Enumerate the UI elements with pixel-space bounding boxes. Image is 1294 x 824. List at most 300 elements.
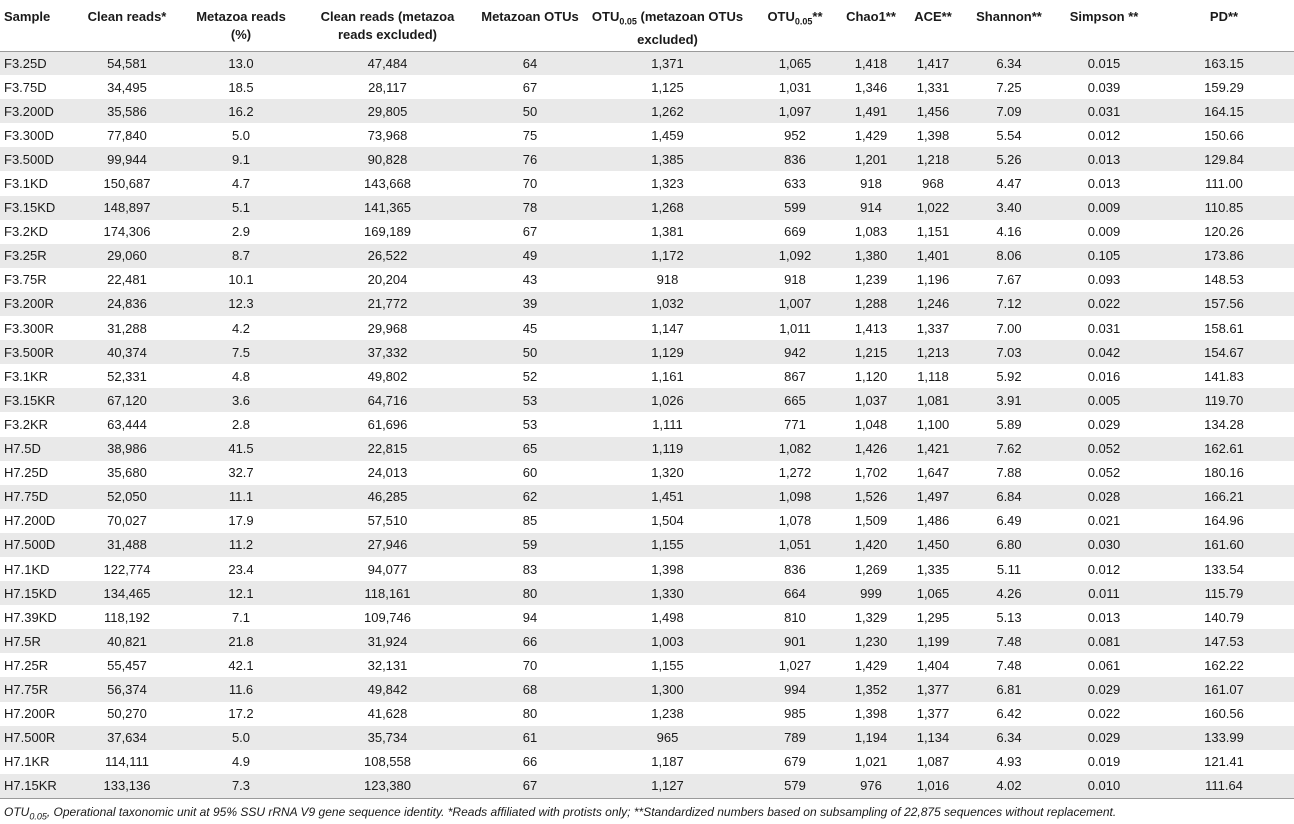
table-cell: 0.042 bbox=[1054, 340, 1154, 364]
table-cell: 61 bbox=[475, 726, 585, 750]
table-cell: 22,481 bbox=[72, 268, 182, 292]
table-cell: 901 bbox=[750, 629, 840, 653]
table-cell: 83 bbox=[475, 557, 585, 581]
table-cell: 0.093 bbox=[1054, 268, 1154, 292]
table-cell: 111.00 bbox=[1154, 171, 1294, 195]
table-cell: 5.1 bbox=[182, 196, 300, 220]
table-cell: 7.09 bbox=[964, 99, 1054, 123]
table-cell: 1,398 bbox=[585, 557, 750, 581]
table-cell: 1,215 bbox=[840, 340, 902, 364]
table-cell: 11.2 bbox=[182, 533, 300, 557]
table-cell: 4.02 bbox=[964, 774, 1054, 798]
table-cell: 1,346 bbox=[840, 75, 902, 99]
table-cell: 918 bbox=[840, 171, 902, 195]
table-cell: 942 bbox=[750, 340, 840, 364]
table-cell: 5.89 bbox=[964, 412, 1054, 436]
sample-cell: F3.15KD bbox=[0, 196, 72, 220]
table-row bbox=[0, 533, 1294, 557]
table-cell: 1,022 bbox=[902, 196, 964, 220]
table-row bbox=[0, 774, 1294, 798]
table-cell: 166.21 bbox=[1154, 485, 1294, 509]
table-cell: 31,288 bbox=[72, 316, 182, 340]
table-cell: 123,380 bbox=[300, 774, 475, 798]
table-cell: 163.15 bbox=[1154, 51, 1294, 75]
column-header-label: Clean reads* bbox=[87, 9, 167, 24]
table-cell: 122,774 bbox=[72, 557, 182, 581]
table-cell: 7.48 bbox=[964, 653, 1054, 677]
footnote-term: OTU bbox=[4, 804, 30, 819]
table-cell: 1,031 bbox=[750, 75, 840, 99]
table-cell: 1,398 bbox=[902, 123, 964, 147]
table-cell: 0.009 bbox=[1054, 196, 1154, 220]
column-header bbox=[840, 0, 902, 51]
table-row bbox=[0, 605, 1294, 629]
table-cell: 133,136 bbox=[72, 774, 182, 798]
table-cell: 6.42 bbox=[964, 702, 1054, 726]
table-cell: 29,968 bbox=[300, 316, 475, 340]
table-cell: 64,716 bbox=[300, 388, 475, 412]
table-cell: 1,385 bbox=[585, 147, 750, 171]
table-cell: 669 bbox=[750, 220, 840, 244]
table-cell: 0.015 bbox=[1054, 51, 1154, 75]
table-cell: 6.49 bbox=[964, 509, 1054, 533]
table-cell: 67 bbox=[475, 220, 585, 244]
table-cell: 7.48 bbox=[964, 629, 1054, 653]
table-cell: 0.052 bbox=[1054, 437, 1154, 461]
table-cell: 1,239 bbox=[840, 268, 902, 292]
sample-cell: F3.25R bbox=[0, 244, 72, 268]
table-cell: 52 bbox=[475, 364, 585, 388]
table-cell: 53 bbox=[475, 388, 585, 412]
table-cell: 108,558 bbox=[300, 750, 475, 774]
table-cell: 0.029 bbox=[1054, 412, 1154, 436]
table-cell: 1,377 bbox=[902, 677, 964, 701]
table-cell: 26,522 bbox=[300, 244, 475, 268]
table-cell: 49,802 bbox=[300, 364, 475, 388]
table-cell: 37,332 bbox=[300, 340, 475, 364]
table-cell: 1,065 bbox=[750, 51, 840, 75]
table-cell: 35,586 bbox=[72, 99, 182, 123]
table-cell: 180.16 bbox=[1154, 461, 1294, 485]
sample-cell: H7.500R bbox=[0, 726, 72, 750]
table-cell: 1,129 bbox=[585, 340, 750, 364]
table-cell: 1,083 bbox=[840, 220, 902, 244]
table-cell: 1,196 bbox=[902, 268, 964, 292]
column-header bbox=[585, 0, 750, 51]
table-cell: 0.030 bbox=[1054, 533, 1154, 557]
table-cell: 80 bbox=[475, 581, 585, 605]
table-cell: 4.93 bbox=[964, 750, 1054, 774]
table-cell: 29,805 bbox=[300, 99, 475, 123]
sample-cell: H7.5D bbox=[0, 437, 72, 461]
table-cell: 0.061 bbox=[1054, 653, 1154, 677]
table-cell: 1,078 bbox=[750, 509, 840, 533]
table-cell: 2.9 bbox=[182, 220, 300, 244]
table-cell: 7.03 bbox=[964, 340, 1054, 364]
table-cell: 66 bbox=[475, 750, 585, 774]
table-cell: 12.3 bbox=[182, 292, 300, 316]
table-cell: 1,003 bbox=[585, 629, 750, 653]
column-header-label: ACE** bbox=[914, 9, 952, 24]
table-cell: 12.1 bbox=[182, 581, 300, 605]
sample-cell: H7.39KD bbox=[0, 605, 72, 629]
table-cell: 4.26 bbox=[964, 581, 1054, 605]
table-cell: 1,404 bbox=[902, 653, 964, 677]
table-cell: 43 bbox=[475, 268, 585, 292]
table-cell: 50 bbox=[475, 340, 585, 364]
table-cell: 1,161 bbox=[585, 364, 750, 388]
table-cell: 0.028 bbox=[1054, 485, 1154, 509]
table-cell: 0.031 bbox=[1054, 99, 1154, 123]
table-cell: 65 bbox=[475, 437, 585, 461]
column-header bbox=[300, 0, 475, 51]
table-cell: 994 bbox=[750, 677, 840, 701]
table-cell: 0.039 bbox=[1054, 75, 1154, 99]
table-row bbox=[0, 171, 1294, 195]
table-cell: 157.56 bbox=[1154, 292, 1294, 316]
table-cell: 13.0 bbox=[182, 51, 300, 75]
table-cell: 1,087 bbox=[902, 750, 964, 774]
table-cell: 120.26 bbox=[1154, 220, 1294, 244]
table-cell: 141,365 bbox=[300, 196, 475, 220]
sample-cell: F3.25D bbox=[0, 51, 72, 75]
table-cell: 32.7 bbox=[182, 461, 300, 485]
table-cell: 1,118 bbox=[902, 364, 964, 388]
table-cell: 11.1 bbox=[182, 485, 300, 509]
table-cell: 54,581 bbox=[72, 51, 182, 75]
table-cell: 173.86 bbox=[1154, 244, 1294, 268]
table-cell: 47,484 bbox=[300, 51, 475, 75]
table-cell: 999 bbox=[840, 581, 902, 605]
table-cell: 118,161 bbox=[300, 581, 475, 605]
table-cell: 1,702 bbox=[840, 461, 902, 485]
table-cell: 0.016 bbox=[1054, 364, 1154, 388]
table-cell: 150.66 bbox=[1154, 123, 1294, 147]
table-cell: 35,680 bbox=[72, 461, 182, 485]
table-cell: 41,628 bbox=[300, 702, 475, 726]
table-cell: 39 bbox=[475, 292, 585, 316]
table-cell: 53 bbox=[475, 412, 585, 436]
sample-cell: H7.200D bbox=[0, 509, 72, 533]
table-cell: 0.013 bbox=[1054, 605, 1154, 629]
table-cell: 68 bbox=[475, 677, 585, 701]
table-cell: 1,509 bbox=[840, 509, 902, 533]
table-cell: 140.79 bbox=[1154, 605, 1294, 629]
footnote-term-sub: 0.05 bbox=[29, 811, 47, 822]
table-cell: 2.8 bbox=[182, 412, 300, 436]
table-cell: 1,337 bbox=[902, 316, 964, 340]
table-cell: 7.12 bbox=[964, 292, 1054, 316]
sample-cell: F3.1KR bbox=[0, 364, 72, 388]
table-cell: 133.99 bbox=[1154, 726, 1294, 750]
table-cell: 21,772 bbox=[300, 292, 475, 316]
sample-cell: F3.2KD bbox=[0, 220, 72, 244]
table-cell: 37,634 bbox=[72, 726, 182, 750]
table-cell: 73,968 bbox=[300, 123, 475, 147]
table-cell: 1,134 bbox=[902, 726, 964, 750]
column-header bbox=[72, 0, 182, 51]
table-cell: 1,352 bbox=[840, 677, 902, 701]
table-cell: 0.022 bbox=[1054, 702, 1154, 726]
table-cell: 110.85 bbox=[1154, 196, 1294, 220]
table-cell: 0.031 bbox=[1054, 316, 1154, 340]
table-row bbox=[0, 437, 1294, 461]
table-cell: 7.3 bbox=[182, 774, 300, 798]
table-cell: 1,371 bbox=[585, 51, 750, 75]
table-cell: 0.012 bbox=[1054, 123, 1154, 147]
table-cell: 952 bbox=[750, 123, 840, 147]
table-cell: 3.91 bbox=[964, 388, 1054, 412]
table-row bbox=[0, 653, 1294, 677]
table-cell: 5.54 bbox=[964, 123, 1054, 147]
table-cell: 1,418 bbox=[840, 51, 902, 75]
table-cell: 4.7 bbox=[182, 171, 300, 195]
table-cell: 55,457 bbox=[72, 653, 182, 677]
table-cell: 1,120 bbox=[840, 364, 902, 388]
column-header-suffix: (metazoan OTUs excluded) bbox=[636, 9, 744, 47]
sample-cell: H7.75R bbox=[0, 677, 72, 701]
table-cell: 836 bbox=[750, 557, 840, 581]
table-cell: 985 bbox=[750, 702, 840, 726]
table-cell: 147.53 bbox=[1154, 629, 1294, 653]
table-cell: 1,320 bbox=[585, 461, 750, 485]
table-cell: 968 bbox=[902, 171, 964, 195]
table-cell: 169,189 bbox=[300, 220, 475, 244]
table-row bbox=[0, 196, 1294, 220]
table-row bbox=[0, 557, 1294, 581]
table-cell: 29,060 bbox=[72, 244, 182, 268]
column-header-label: Simpson ** bbox=[1069, 9, 1139, 24]
table-cell: 1,401 bbox=[902, 244, 964, 268]
table-cell: 664 bbox=[750, 581, 840, 605]
sample-cell: H7.25R bbox=[0, 653, 72, 677]
sample-cell: F3.200R bbox=[0, 292, 72, 316]
table-cell: 679 bbox=[750, 750, 840, 774]
table-cell: 1,429 bbox=[840, 123, 902, 147]
table-cell: 119.70 bbox=[1154, 388, 1294, 412]
table-cell: 80 bbox=[475, 702, 585, 726]
table-cell: 6.84 bbox=[964, 485, 1054, 509]
table-cell: 1,377 bbox=[902, 702, 964, 726]
sample-cell: H7.15KR bbox=[0, 774, 72, 798]
table-row bbox=[0, 147, 1294, 171]
column-header-label: Metazoa reads (%) bbox=[196, 9, 286, 42]
table-cell: 0.052 bbox=[1054, 461, 1154, 485]
table-cell: 31,488 bbox=[72, 533, 182, 557]
table-header bbox=[0, 0, 1294, 51]
table-cell: 174,306 bbox=[72, 220, 182, 244]
table-cell: 1,451 bbox=[585, 485, 750, 509]
table-cell: 41.5 bbox=[182, 437, 300, 461]
table-cell: 5.11 bbox=[964, 557, 1054, 581]
table-cell: 7.67 bbox=[964, 268, 1054, 292]
table-cell: 1,111 bbox=[585, 412, 750, 436]
table-cell: 31,924 bbox=[300, 629, 475, 653]
table-cell: 599 bbox=[750, 196, 840, 220]
table-cell: 7.88 bbox=[964, 461, 1054, 485]
table-cell: 154.67 bbox=[1154, 340, 1294, 364]
table-cell: 1,288 bbox=[840, 292, 902, 316]
table-row bbox=[0, 581, 1294, 605]
table-cell: 70 bbox=[475, 171, 585, 195]
table-cell: 46,285 bbox=[300, 485, 475, 509]
table-cell: 10.1 bbox=[182, 268, 300, 292]
sample-cell: H7.5R bbox=[0, 629, 72, 653]
table-cell: 1,147 bbox=[585, 316, 750, 340]
table-cell: 1,194 bbox=[840, 726, 902, 750]
table-cell: 5.0 bbox=[182, 123, 300, 147]
table-cell: 70,027 bbox=[72, 509, 182, 533]
table-cell: 1,213 bbox=[902, 340, 964, 364]
column-header-label: OTU bbox=[767, 9, 795, 24]
table-cell: 1,187 bbox=[585, 750, 750, 774]
table-cell: 1,238 bbox=[585, 702, 750, 726]
table-body bbox=[0, 51, 1294, 798]
table-cell: 115.79 bbox=[1154, 581, 1294, 605]
table-cell: 1,526 bbox=[840, 485, 902, 509]
column-header-label: Chao1** bbox=[846, 9, 896, 24]
sample-cell: H7.15KD bbox=[0, 581, 72, 605]
table-cell: 50,270 bbox=[72, 702, 182, 726]
table-cell: 148,897 bbox=[72, 196, 182, 220]
table-cell: 1,504 bbox=[585, 509, 750, 533]
table-cell: 1,272 bbox=[750, 461, 840, 485]
table-cell: 22,815 bbox=[300, 437, 475, 461]
table-cell: 17.9 bbox=[182, 509, 300, 533]
table-cell: 24,013 bbox=[300, 461, 475, 485]
table-cell: 7.00 bbox=[964, 316, 1054, 340]
table-row bbox=[0, 123, 1294, 147]
table-cell: 1,331 bbox=[902, 75, 964, 99]
sample-cell: F3.75D bbox=[0, 75, 72, 99]
table-row bbox=[0, 316, 1294, 340]
column-header-label: OTU bbox=[591, 9, 620, 24]
table-cell: 1,032 bbox=[585, 292, 750, 316]
table-cell: 1,330 bbox=[585, 581, 750, 605]
table-cell: 1,016 bbox=[902, 774, 964, 798]
table-cell: 1,155 bbox=[585, 653, 750, 677]
table-row bbox=[0, 461, 1294, 485]
table-cell: 4.47 bbox=[964, 171, 1054, 195]
sample-cell: F3.1KD bbox=[0, 171, 72, 195]
table-cell: 162.22 bbox=[1154, 653, 1294, 677]
table-cell: 867 bbox=[750, 364, 840, 388]
table-cell: 35,734 bbox=[300, 726, 475, 750]
table-cell: 1,098 bbox=[750, 485, 840, 509]
table-row bbox=[0, 485, 1294, 509]
column-header-subscript: 0.05 bbox=[619, 16, 637, 27]
table-cell: 141.83 bbox=[1154, 364, 1294, 388]
table-cell: 1,051 bbox=[750, 533, 840, 557]
column-header bbox=[1054, 0, 1154, 51]
table-cell: 7.25 bbox=[964, 75, 1054, 99]
table-cell: 1,429 bbox=[840, 653, 902, 677]
table-row bbox=[0, 726, 1294, 750]
table-cell: 161.60 bbox=[1154, 533, 1294, 557]
table-cell: 1,199 bbox=[902, 629, 964, 653]
table-cell: 11.6 bbox=[182, 677, 300, 701]
table-cell: 810 bbox=[750, 605, 840, 629]
sample-cell: H7.1KR bbox=[0, 750, 72, 774]
table-row bbox=[0, 364, 1294, 388]
table-row bbox=[0, 340, 1294, 364]
table-cell: 56,374 bbox=[72, 677, 182, 701]
table-row bbox=[0, 244, 1294, 268]
table-cell: 1,048 bbox=[840, 412, 902, 436]
table-cell: 1,380 bbox=[840, 244, 902, 268]
table-cell: 1,420 bbox=[840, 533, 902, 557]
table-cell: 45 bbox=[475, 316, 585, 340]
table-cell: 1,497 bbox=[902, 485, 964, 509]
table-cell: 1,491 bbox=[840, 99, 902, 123]
table-cell: 1,007 bbox=[750, 292, 840, 316]
table-cell: 1,413 bbox=[840, 316, 902, 340]
table-cell: 0.005 bbox=[1054, 388, 1154, 412]
table-cell: 1,459 bbox=[585, 123, 750, 147]
column-header bbox=[475, 0, 585, 51]
table-cell: 99,944 bbox=[72, 147, 182, 171]
table-cell: 20,204 bbox=[300, 268, 475, 292]
table-cell: 1,498 bbox=[585, 605, 750, 629]
table-cell: 7.62 bbox=[964, 437, 1054, 461]
column-header bbox=[964, 0, 1054, 51]
column-header-subscript: 0.05 bbox=[794, 16, 813, 27]
table-cell: 771 bbox=[750, 412, 840, 436]
table-cell: 665 bbox=[750, 388, 840, 412]
table-cell: 21.8 bbox=[182, 629, 300, 653]
column-header bbox=[902, 0, 964, 51]
table-cell: 9.1 bbox=[182, 147, 300, 171]
column-header bbox=[750, 0, 840, 51]
sample-cell: H7.200R bbox=[0, 702, 72, 726]
table-cell: 1,450 bbox=[902, 533, 964, 557]
column-header bbox=[1154, 0, 1294, 51]
table-cell: 114,111 bbox=[72, 750, 182, 774]
table-cell: 1,172 bbox=[585, 244, 750, 268]
table-cell: 3.6 bbox=[182, 388, 300, 412]
table-footnote bbox=[0, 798, 1294, 824]
table-cell: 633 bbox=[750, 171, 840, 195]
table-cell: 1,295 bbox=[902, 605, 964, 629]
table-cell: 0.010 bbox=[1054, 774, 1154, 798]
table-cell: 164.15 bbox=[1154, 99, 1294, 123]
table-row bbox=[0, 51, 1294, 75]
table-cell: 0.009 bbox=[1054, 220, 1154, 244]
table-cell: 0.019 bbox=[1054, 750, 1154, 774]
table-cell: 160.56 bbox=[1154, 702, 1294, 726]
table-row bbox=[0, 412, 1294, 436]
table-cell: 4.2 bbox=[182, 316, 300, 340]
table-cell: 4.16 bbox=[964, 220, 1054, 244]
table-cell: 965 bbox=[585, 726, 750, 750]
table-cell: 42.1 bbox=[182, 653, 300, 677]
column-header-label: Sample bbox=[4, 9, 51, 24]
table-cell: 579 bbox=[750, 774, 840, 798]
table-cell: 1,021 bbox=[840, 750, 902, 774]
table-cell: 129.84 bbox=[1154, 147, 1294, 171]
table-cell: 111.64 bbox=[1154, 774, 1294, 798]
table-cell: 118,192 bbox=[72, 605, 182, 629]
table-cell: 918 bbox=[585, 268, 750, 292]
table-cell: 8.06 bbox=[964, 244, 1054, 268]
table-cell: 1,097 bbox=[750, 99, 840, 123]
table-row bbox=[0, 509, 1294, 533]
table-cell: 1,230 bbox=[840, 629, 902, 653]
table-cell: 8.7 bbox=[182, 244, 300, 268]
table-cell: 1,201 bbox=[840, 147, 902, 171]
table-cell: 158.61 bbox=[1154, 316, 1294, 340]
table-row bbox=[0, 388, 1294, 412]
